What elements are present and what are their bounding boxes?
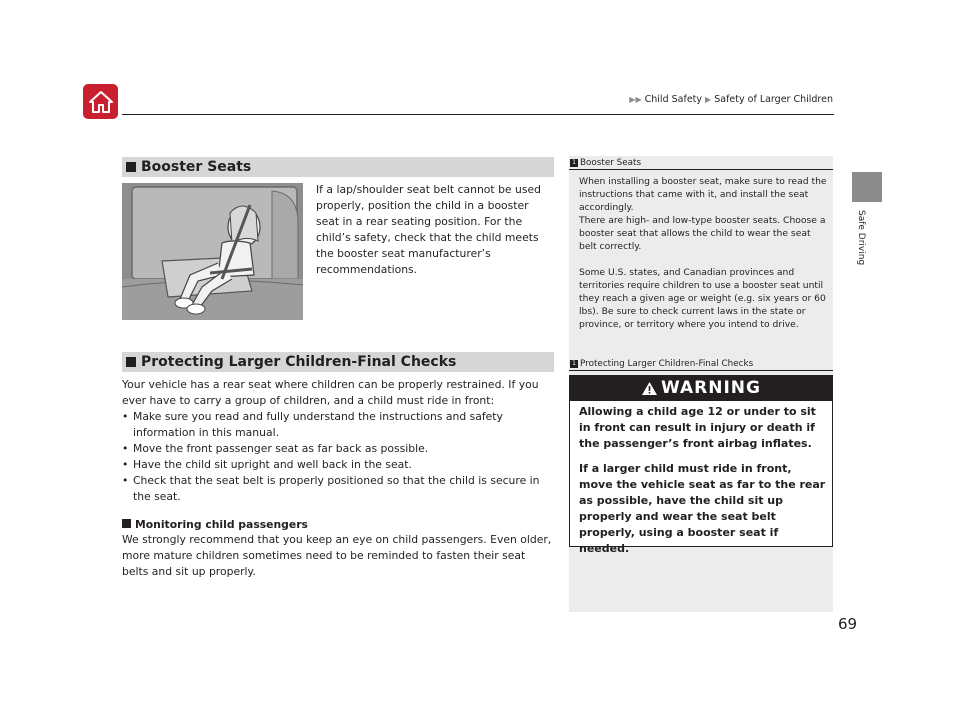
section-heading-booster-seats (122, 157, 554, 177)
note-title-text: Protecting Larger Children-Final Checks (580, 359, 754, 369)
note-divider (569, 169, 833, 170)
note-divider (569, 370, 833, 371)
breadcrumb (500, 94, 833, 105)
subsection-square-icon (122, 519, 131, 528)
booster-seat-illustration (122, 183, 303, 320)
list-item: • Have the child sit upright and well back in the seat. (122, 457, 554, 473)
note-title-final-checks[interactable] (570, 359, 753, 369)
page-number: 69 (838, 615, 858, 633)
side-tab-marker[interactable] (852, 172, 882, 202)
final-checks-intro: Your vehicle has a rear seat where children can be properly restrained. If you ever have to carry a group of children, and a child must ride in front: (122, 378, 539, 407)
home-button[interactable] (83, 84, 118, 119)
breadcrumb-item-larger-children[interactable]: Safety of Larger Children (714, 94, 833, 105)
breadcrumb-arrow-icon: ▶▶ (629, 95, 642, 104)
home-icon (88, 90, 114, 114)
warning-triangle-icon (641, 381, 658, 396)
section-square-icon (126, 357, 136, 367)
note-reference-icon: 1 (570, 159, 578, 167)
note-reference-icon: 1 (570, 360, 578, 368)
side-tab-label: Safe Driving (856, 210, 866, 266)
monitoring-text: We strongly recommend that you keep an eye on child passengers. Even older, more mature children sometimes need to be reminded to fasten their seat belts and sit up properly. (122, 533, 552, 578)
final-checks-list (122, 409, 554, 505)
list-item: • Make sure you read and fully understand the instructions and safety information in this manual. (122, 409, 554, 441)
section-square-icon (126, 162, 136, 172)
list-item: • Check that the seat belt is properly positioned so that the child is secure in the seat. (122, 473, 554, 505)
child-in-booster-seat-image (122, 183, 303, 320)
breadcrumb-arrow-icon: ▶ (705, 95, 712, 104)
warning-text-1: Allowing a child age 12 or under to sit in front can result in injury or death if the passenger’s front airbag inflates. (579, 405, 816, 450)
breadcrumb-item-child-safety[interactable]: Child Safety (644, 94, 703, 105)
section-heading-text: Booster Seats (141, 159, 252, 175)
note-title-text: Booster Seats (580, 158, 642, 168)
header-divider (122, 114, 834, 115)
monitoring-heading-text: Monitoring child passengers (135, 518, 308, 531)
monitoring-heading (122, 518, 308, 531)
booster-seats-text: If a lap/shoulder seat belt cannot be used properly, position the child in a booster seat in a rear seating position. For the child’s safety, check that the child meets the booster seat manufacturer’s recommendations. (316, 183, 541, 276)
note-text-booster-seats: When installing a booster seat, make sure to read the instructions that came with it, and install the seat accordingly. There are high- and low-type booster seats. Choose a booster seat that allows the child to wear the seat belt correctly. Some U.S. states, and Canadian provinces and territories require children to use a booster seat until they reach a given age or weight (e.g. six years or 60 lbs). Be sure to check current laws in the state or province, or territory where you intend to drive. (579, 176, 827, 330)
warning-text-2: If a larger child must ride in front, move the vehicle seat as far to the rear as possible, have the child sit up properly and wear the seat belt properly, using a booster seat if needed. (579, 462, 826, 555)
list-item: • Move the front passenger seat as far back as possible. (122, 441, 554, 457)
section-heading-text: Protecting Larger Children-Final Checks (141, 354, 457, 370)
note-title-booster-seats[interactable] (570, 158, 641, 168)
section-heading-final-checks (122, 352, 554, 372)
warning-label: WARNING (661, 378, 761, 398)
warning-header (569, 375, 833, 401)
